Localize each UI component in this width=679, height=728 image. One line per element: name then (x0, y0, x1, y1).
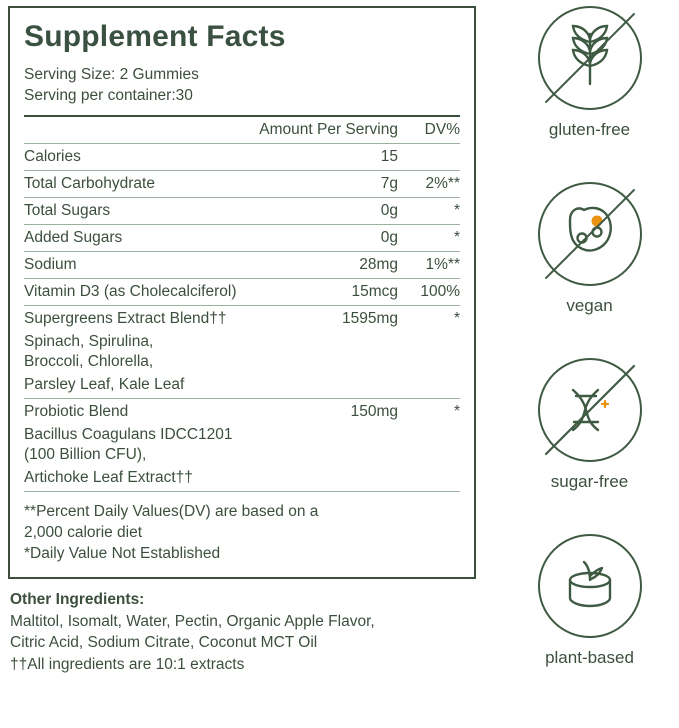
row-dv: * (453, 309, 460, 327)
row-amount: 150mg (350, 402, 398, 420)
row-dv: 100% (398, 278, 460, 305)
row-name: Total Carbohydrate (24, 170, 250, 197)
row-dv (398, 143, 460, 170)
footnote-dv-not-established: *Daily Value Not Established (24, 544, 221, 562)
row-dv: * (398, 197, 460, 224)
row-dv: * (453, 402, 460, 420)
table-subrow (24, 445, 460, 465)
row-amount: 0g (250, 224, 398, 251)
row-name: Calories (24, 143, 250, 170)
table-row (24, 170, 460, 197)
badge-label: plant-based (545, 648, 634, 667)
badge-circle (538, 6, 642, 110)
row-amount: 15mcg (250, 278, 398, 305)
table-subrow (24, 352, 460, 372)
row-name: Vitamin D3 (as Cholecalciferol) (24, 278, 250, 305)
footnote-dv-basis-line1: **Percent Daily Values(DV) are based on a (24, 502, 319, 520)
table-row (24, 143, 460, 170)
plant-pot-icon (540, 536, 640, 636)
badge-label: vegan (566, 296, 613, 315)
table-subrow (24, 465, 460, 492)
row-dv: * (398, 224, 460, 251)
row-amount: 28mg (250, 251, 398, 278)
table-row (24, 251, 460, 278)
badge-circle (538, 182, 642, 286)
row-name: Sodium (24, 251, 250, 278)
row-amount: 15 (250, 143, 398, 170)
table-header-row (24, 117, 460, 144)
row-detail: Parsley Leaf, Kale Leaf (24, 372, 250, 399)
nutrition-table (24, 117, 460, 492)
badge-label: sugar-free (550, 472, 629, 491)
row-amount: 0g (250, 197, 398, 224)
table-row (24, 398, 460, 425)
table-row (24, 305, 460, 332)
table-subrow (24, 332, 460, 352)
row-detail: Broccoli, Chlorella, (24, 352, 154, 370)
row-dv: 2%** (398, 170, 460, 197)
badge-vegan (500, 182, 679, 316)
badge-gluten-free (500, 6, 679, 140)
servings-per-container: Serving per container:30 (24, 86, 193, 104)
badge-sugar-free (500, 358, 679, 492)
badge-circle (538, 358, 642, 462)
supplement-facts-box (8, 6, 476, 579)
header-spacer (24, 117, 250, 144)
other-ingredients (8, 579, 476, 676)
row-amount: 1595mg (341, 309, 398, 327)
row-name: Added Sugars (24, 224, 250, 251)
row-detail: (100 Billion CFU), (24, 445, 147, 463)
other-ingredients-line: Citric Acid, Sodium Citrate, Coconut MCT Oil (10, 634, 318, 652)
page-title: Supplement Facts (24, 20, 286, 53)
header-dv-percent: DV% (398, 117, 460, 144)
row-dv: 1%** (398, 251, 460, 278)
other-ingredients-title: Other Ingredients: (10, 590, 145, 608)
table-subrow (24, 425, 460, 445)
serving-size: Serving Size: 2 Gummies (24, 66, 199, 83)
row-name: Probiotic Blend (24, 402, 129, 420)
row-name: Supergreens Extract Blend†† (24, 309, 227, 327)
certification-badges (500, 0, 679, 728)
footnotes (24, 492, 460, 565)
table-subrow (24, 372, 460, 399)
table-row (24, 197, 460, 224)
facts-panel (8, 6, 476, 675)
table-row (24, 224, 460, 251)
header-amount-per-serving: Amount Per Serving (250, 117, 398, 144)
row-amount: 7g (250, 170, 398, 197)
badge-circle (538, 534, 642, 638)
row-detail: Spinach, Spirulina, (24, 332, 154, 350)
footnote-dv-basis-line2: 2,000 calorie diet (24, 523, 143, 541)
badge-plant-based (500, 534, 679, 668)
badge-label: gluten-free (548, 120, 631, 139)
table-row (24, 278, 460, 305)
extract-ratio-note: ††All ingredients are 10:1 extracts (10, 655, 245, 673)
row-name: Total Sugars (24, 197, 250, 224)
other-ingredients-line: Maltitol, Isomalt, Water, Pectin, Organic Apple Flavor, (10, 612, 375, 630)
row-detail: Bacillus Coagulans IDCC1201 (24, 425, 233, 443)
row-detail: Artichoke Leaf Extract†† (24, 465, 250, 492)
